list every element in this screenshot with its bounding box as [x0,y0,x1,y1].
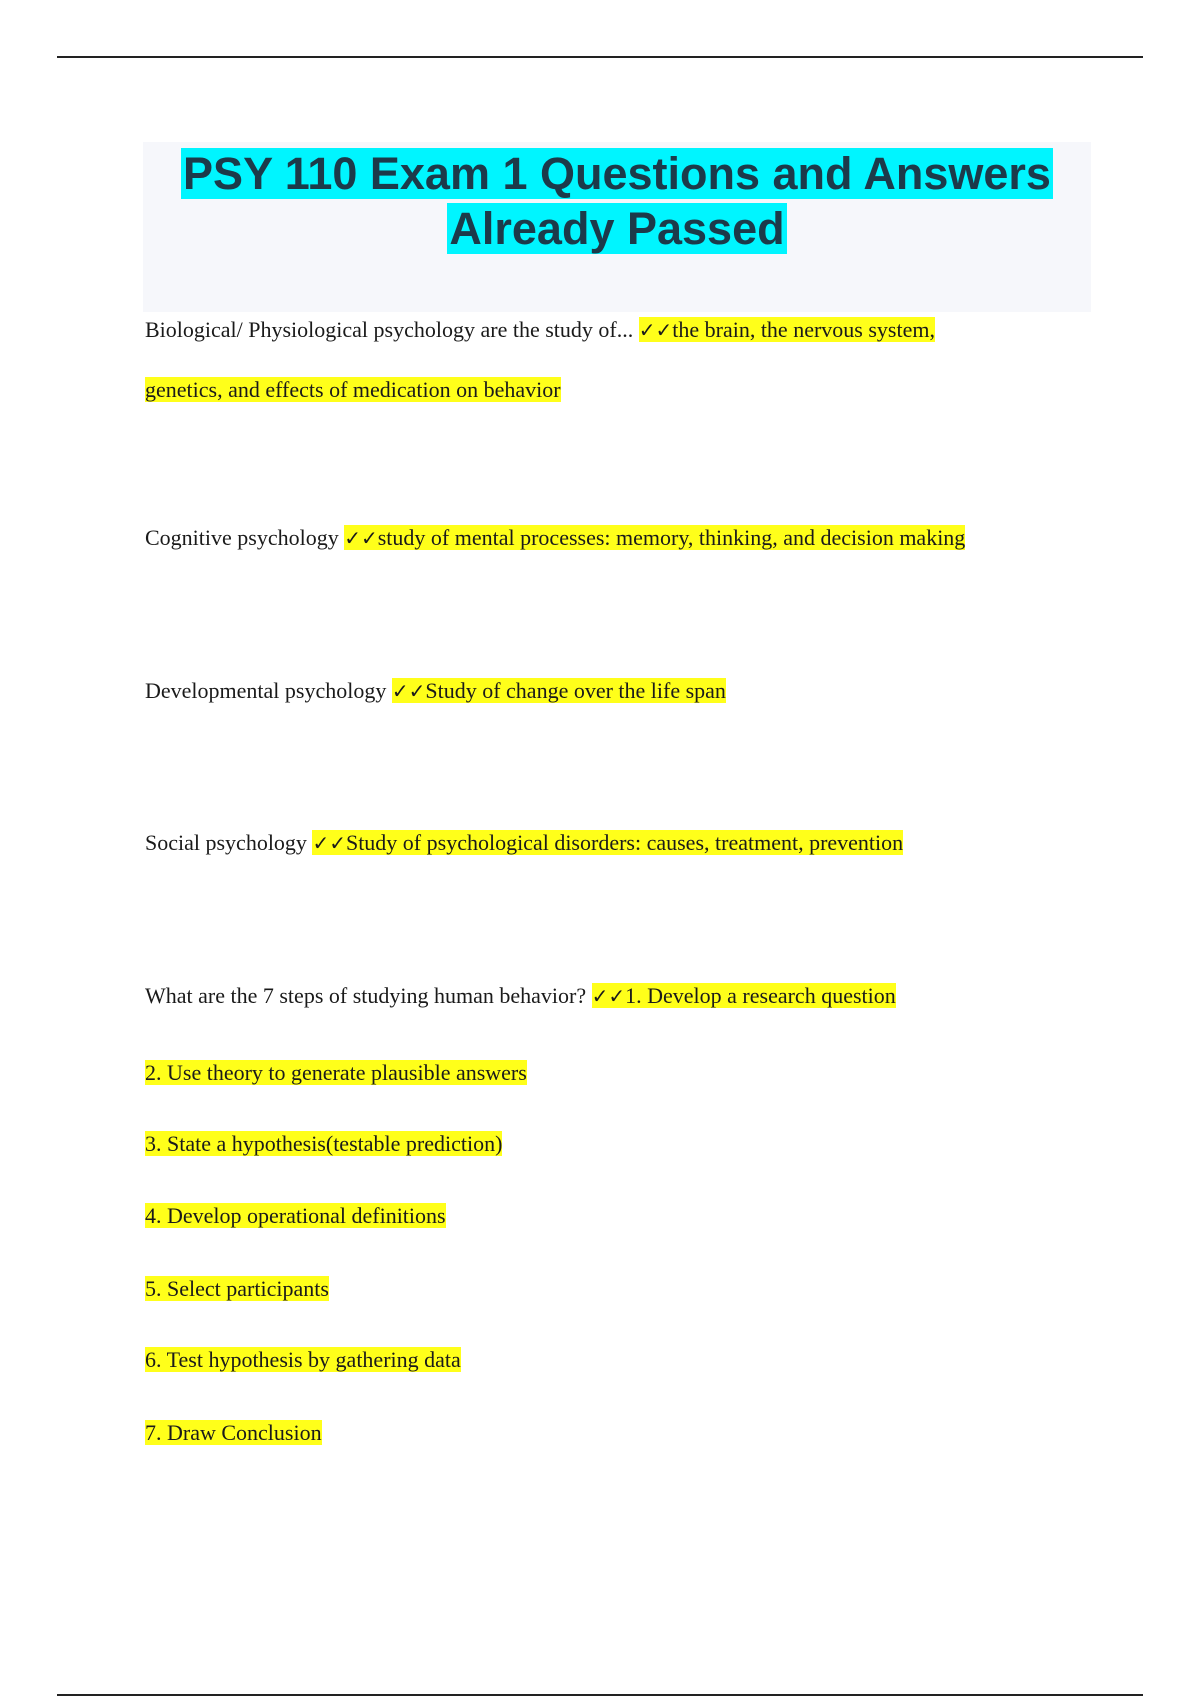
qa-item-1-continuation [145,375,561,405]
step-text: 5. Select participants [145,1276,329,1301]
page-title [143,142,1091,256]
answer-text: ✓✓Study of change over the life span [391,678,726,703]
title-line-1: PSY 110 Exam 1 Questions and Answers [183,148,1051,199]
answer-text: ✓✓the brain, the nervous system, [638,317,935,342]
question-text: Developmental psychology [145,678,387,703]
step-text: 7. Draw Conclusion [145,1420,322,1445]
step-item [145,1129,502,1159]
check-icon: ✓✓ [391,679,426,703]
qa-item-2 [145,523,965,553]
step-item [145,1345,461,1375]
step-text: 2. Use theory to generate plausible answers [145,1060,527,1085]
step-item [145,1058,527,1088]
question-text: Biological/ Physiological psychology are the study of... [145,317,634,342]
bottom-rule [57,1694,1143,1696]
check-icon: ✓✓ [591,984,626,1008]
qa-item-4 [145,828,903,858]
question-text: Cognitive psychology [145,525,339,550]
step-text: 4. Develop operational definitions [145,1203,446,1228]
qa-item-3 [145,676,726,706]
qa-item-1 [145,315,935,345]
question-text: Social psychology [145,830,307,855]
answer-text: genetics, and effects of medication on behavior [145,377,561,402]
qa-item-5 [145,981,896,1011]
answer-text: ✓✓study of mental processes: memory, thinking, and decision making [344,525,966,550]
step-text: 6. Test hypothesis by gathering data [145,1347,461,1372]
answer-text: ✓✓Study of psychological disorders: causes, treatment, prevention [312,830,904,855]
check-icon: ✓✓ [638,318,673,342]
answer-text: ✓✓1. Develop a research question [591,983,896,1008]
step-text: 3. State a hypothesis(testable prediction) [145,1131,503,1156]
step-item [145,1418,322,1448]
step-item [145,1201,446,1231]
check-icon: ✓✓ [312,831,346,855]
step-item [145,1274,329,1304]
check-icon: ✓✓ [344,526,378,550]
question-text: What are the 7 steps of studying human behavior? [145,983,587,1008]
title-block [143,142,1091,312]
top-rule [57,56,1143,58]
title-line-2: Already Passed [449,203,785,254]
